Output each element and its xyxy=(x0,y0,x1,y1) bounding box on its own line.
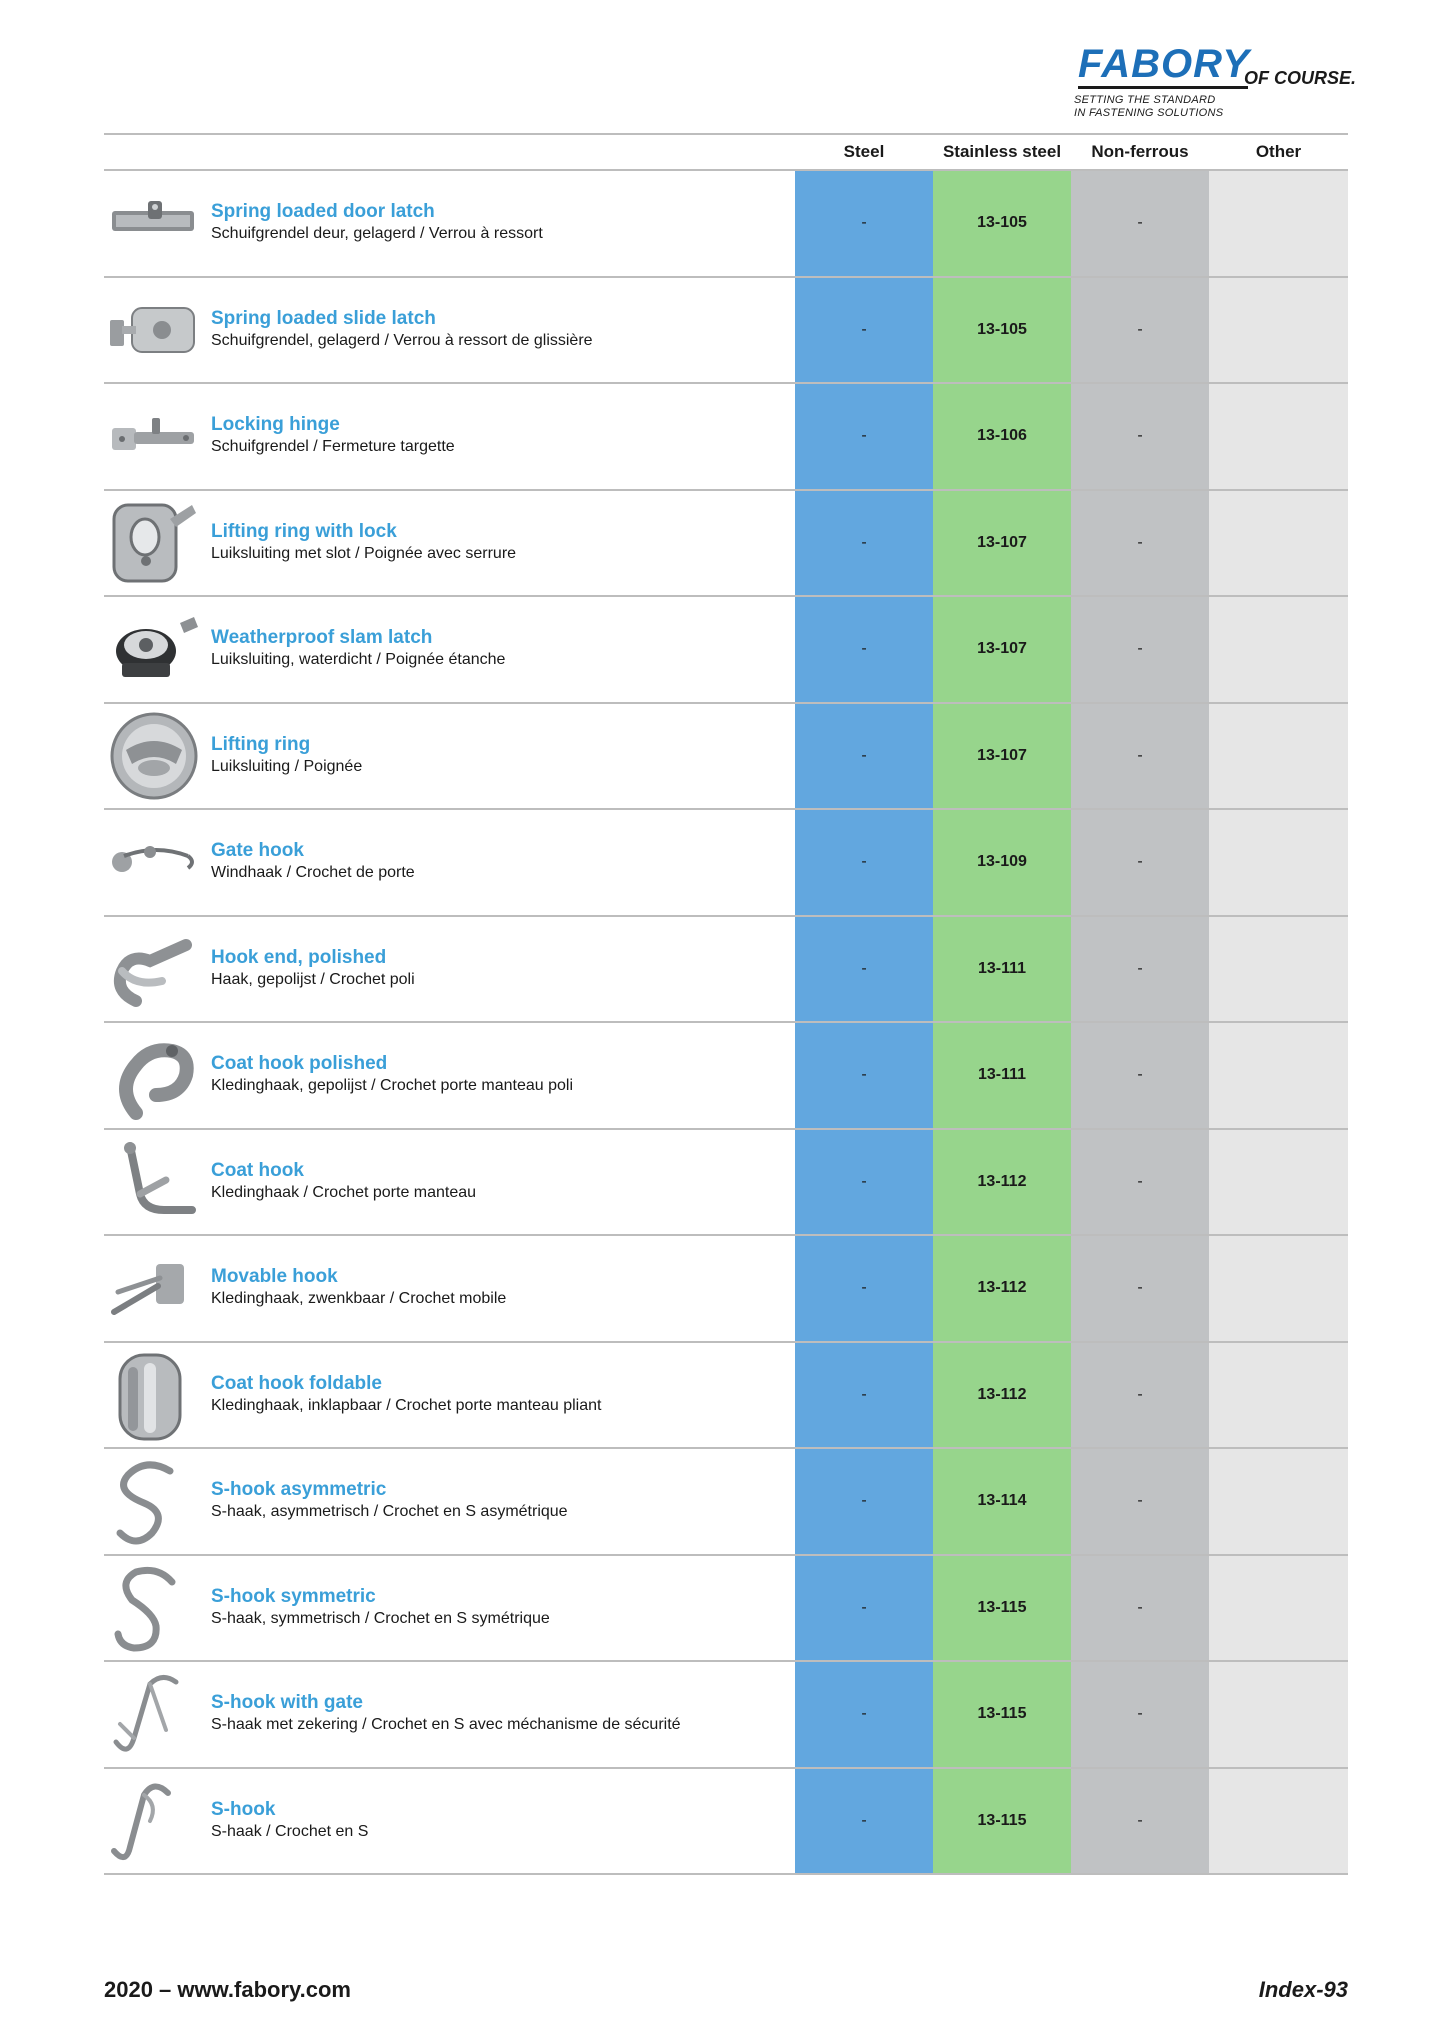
product-name: Lifting ring with lock xyxy=(211,520,397,542)
other-code xyxy=(1209,1556,1348,1660)
other-code xyxy=(1209,384,1348,488)
column-header-steel: Steel xyxy=(843,142,885,161)
table-row xyxy=(104,491,1348,598)
other-code xyxy=(1209,171,1348,275)
table-row xyxy=(104,171,1348,278)
other-code xyxy=(1209,491,1348,595)
lifting-ring-icon xyxy=(106,710,202,802)
product-name: Movable hook xyxy=(211,1266,338,1287)
nonferrous-code: - xyxy=(1137,959,1143,977)
product-name: Weatherproof slam latch xyxy=(211,627,433,648)
product-name: Coat hook xyxy=(211,1159,304,1181)
steel-code: - xyxy=(861,1811,867,1829)
table-row xyxy=(104,917,1348,1024)
nonferrous-code: - xyxy=(1137,214,1143,231)
nonferrous-code: - xyxy=(1137,1811,1143,1829)
brand-tagline-2: IN FASTENING SOLUTIONS xyxy=(1074,107,1224,119)
nonferrous-code: - xyxy=(1137,1492,1143,1509)
stainless-code: 13-114 xyxy=(977,1492,1027,1509)
steel-code: - xyxy=(861,853,867,870)
product-description: Schuifgrendel deur, gelagerd / Verrou à ressort xyxy=(211,225,543,242)
table-row xyxy=(104,278,1348,385)
nonferrous-code: - xyxy=(1137,320,1143,338)
product-name: S-hook asymmetric xyxy=(211,1479,387,1500)
other-code xyxy=(1209,704,1348,808)
product-description: Luiksluiting / Poignée xyxy=(211,757,363,775)
movable-hook-icon xyxy=(106,1242,202,1334)
column-header-nonferrous: Non-ferrous xyxy=(1091,142,1189,161)
product-name: S-hook with gate xyxy=(211,1692,363,1713)
s-hook-gate-icon xyxy=(106,1668,202,1760)
steel-code: - xyxy=(861,533,867,551)
steel-code: - xyxy=(861,1705,867,1722)
footer-website: 2020 – www.fabory.com xyxy=(104,1977,351,2002)
product-description: Luiksluiting, waterdicht / Poignée étanche xyxy=(211,651,506,668)
steel-code: - xyxy=(861,320,867,338)
steel-code: - xyxy=(861,427,867,444)
table-row xyxy=(104,704,1348,811)
other-code xyxy=(1209,1769,1348,1873)
table-row xyxy=(104,384,1348,491)
other-code xyxy=(1209,1343,1348,1447)
footer-page-number: Index-93 xyxy=(1258,1977,1348,2002)
product-name: Coat hook foldable xyxy=(211,1372,382,1394)
product-description: S-haak, asymmetrisch / Crochet en S asymétrique xyxy=(211,1503,568,1520)
product-description: S-haak / Crochet en S xyxy=(211,1822,369,1840)
door-latch-icon xyxy=(106,177,202,269)
steel-code: - xyxy=(861,1279,867,1296)
product-description: S-haak met zekering / Crochet en S avec méchanisme de sécurité xyxy=(211,1716,681,1733)
product-name: Hook end, polished xyxy=(211,946,387,968)
nonferrous-code: - xyxy=(1137,533,1143,551)
steel-code: - xyxy=(861,214,867,231)
steel-code: - xyxy=(861,1385,867,1403)
steel-code: - xyxy=(861,959,867,977)
brand-tagline-1: SETTING THE STANDARD xyxy=(1074,94,1216,106)
product-table xyxy=(104,171,1348,1875)
s-hook-icon xyxy=(106,1775,202,1867)
steel-code: - xyxy=(861,1492,867,1509)
other-code xyxy=(1209,917,1348,1021)
product-description: Schuifgrendel / Fermeture targette xyxy=(211,438,455,455)
stainless-code: 13-115 xyxy=(977,1811,1027,1829)
nonferrous-code: - xyxy=(1137,1705,1143,1722)
column-header-other: Other xyxy=(1255,142,1302,161)
product-description: Kledinghaak / Crochet porte manteau xyxy=(211,1183,477,1201)
stainless-code: 13-107 xyxy=(977,640,1027,657)
nonferrous-code: - xyxy=(1137,1598,1143,1616)
product-description: Schuifgrendel, gelagerd / Verrou à ressort de glissière xyxy=(211,331,593,349)
coat-hook-polished-icon xyxy=(106,1029,202,1121)
product-name: S-hook xyxy=(211,1798,276,1820)
stainless-code: 13-107 xyxy=(977,746,1027,764)
nonferrous-code: - xyxy=(1137,746,1143,764)
gate-hook-icon xyxy=(106,816,202,908)
table-row xyxy=(104,597,1348,704)
product-name: Coat hook polished xyxy=(211,1053,388,1074)
table-row xyxy=(104,1023,1348,1130)
stainless-code: 13-111 xyxy=(977,1066,1027,1083)
product-name: Spring loaded door latch xyxy=(211,201,435,222)
brand-slogan: OF COURSE. xyxy=(1244,68,1357,88)
column-header-stainless: Stainless steel xyxy=(942,142,1062,161)
product-name: Locking hinge xyxy=(211,414,340,435)
other-code xyxy=(1209,1236,1348,1340)
nonferrous-code: - xyxy=(1137,853,1143,870)
steel-code: - xyxy=(861,1172,867,1190)
top-divider xyxy=(104,133,1348,135)
product-description: Windhaak / Crochet de porte xyxy=(211,864,415,881)
table-row xyxy=(104,810,1348,917)
stainless-code: 13-109 xyxy=(977,853,1027,870)
coat-hook-foldable-icon xyxy=(106,1349,202,1441)
hook-end-icon xyxy=(106,923,202,1015)
stainless-code: 13-115 xyxy=(977,1598,1027,1616)
other-code xyxy=(1209,810,1348,914)
stainless-code: 13-106 xyxy=(977,427,1027,444)
slam-latch-icon xyxy=(106,603,202,695)
stainless-code: 13-112 xyxy=(977,1172,1027,1190)
brand-name: FABORY xyxy=(1078,42,1250,86)
other-code xyxy=(1209,278,1348,382)
stainless-code: 13-107 xyxy=(977,533,1027,551)
other-code xyxy=(1209,1449,1348,1553)
table-row xyxy=(104,1449,1348,1556)
table-row xyxy=(104,1769,1348,1876)
table-row xyxy=(104,1236,1348,1343)
steel-code: - xyxy=(861,746,867,764)
table-row xyxy=(104,1343,1348,1450)
other-code xyxy=(1209,1662,1348,1766)
product-name: Gate hook xyxy=(211,840,304,861)
coat-hook-icon xyxy=(106,1136,202,1228)
nonferrous-code: - xyxy=(1137,1385,1143,1403)
steel-code: - xyxy=(861,1598,867,1616)
brand-logo xyxy=(1070,42,1360,124)
table-row xyxy=(104,1556,1348,1663)
product-description: Kledinghaak, gepolijst / Crochet porte manteau poli xyxy=(211,1077,573,1094)
product-description: Haak, gepolijst / Crochet poli xyxy=(211,970,415,988)
nonferrous-code: - xyxy=(1137,1172,1143,1190)
product-description: Kledinghaak, inklapbaar / Crochet porte manteau pliant xyxy=(211,1396,602,1414)
table-row xyxy=(104,1662,1348,1769)
nonferrous-code: - xyxy=(1137,640,1143,657)
stainless-code: 13-105 xyxy=(977,320,1027,338)
stainless-code: 13-111 xyxy=(977,959,1027,977)
product-description: Kledinghaak, zwenkbaar / Crochet mobile xyxy=(211,1290,507,1307)
other-code xyxy=(1209,597,1348,701)
s-hook-symmetric-icon xyxy=(106,1562,202,1654)
stainless-code: 13-112 xyxy=(977,1279,1027,1296)
s-hook-asymmetric-icon xyxy=(106,1455,202,1547)
lifting-ring-lock-icon xyxy=(106,497,202,589)
slide-latch-icon xyxy=(106,284,202,376)
stainless-code: 13-112 xyxy=(977,1385,1027,1403)
locking-hinge-icon xyxy=(106,390,202,482)
product-description: Luiksluiting met slot / Poignée avec serrure xyxy=(211,544,517,562)
nonferrous-code: - xyxy=(1137,427,1143,444)
steel-code: - xyxy=(861,640,867,657)
brand-underline xyxy=(1078,86,1248,89)
product-name: S-hook symmetric xyxy=(211,1585,376,1607)
stainless-code: 13-105 xyxy=(977,214,1027,231)
other-code xyxy=(1209,1023,1348,1127)
other-code xyxy=(1209,1130,1348,1234)
nonferrous-code: - xyxy=(1137,1279,1143,1296)
stainless-code: 13-115 xyxy=(977,1705,1027,1722)
product-description: S-haak, symmetrisch / Crochet en S symétrique xyxy=(211,1609,550,1627)
product-name: Spring loaded slide latch xyxy=(211,307,436,329)
product-name: Lifting ring xyxy=(211,733,311,755)
steel-code: - xyxy=(861,1066,867,1083)
table-row xyxy=(104,1130,1348,1237)
nonferrous-code: - xyxy=(1137,1066,1143,1083)
